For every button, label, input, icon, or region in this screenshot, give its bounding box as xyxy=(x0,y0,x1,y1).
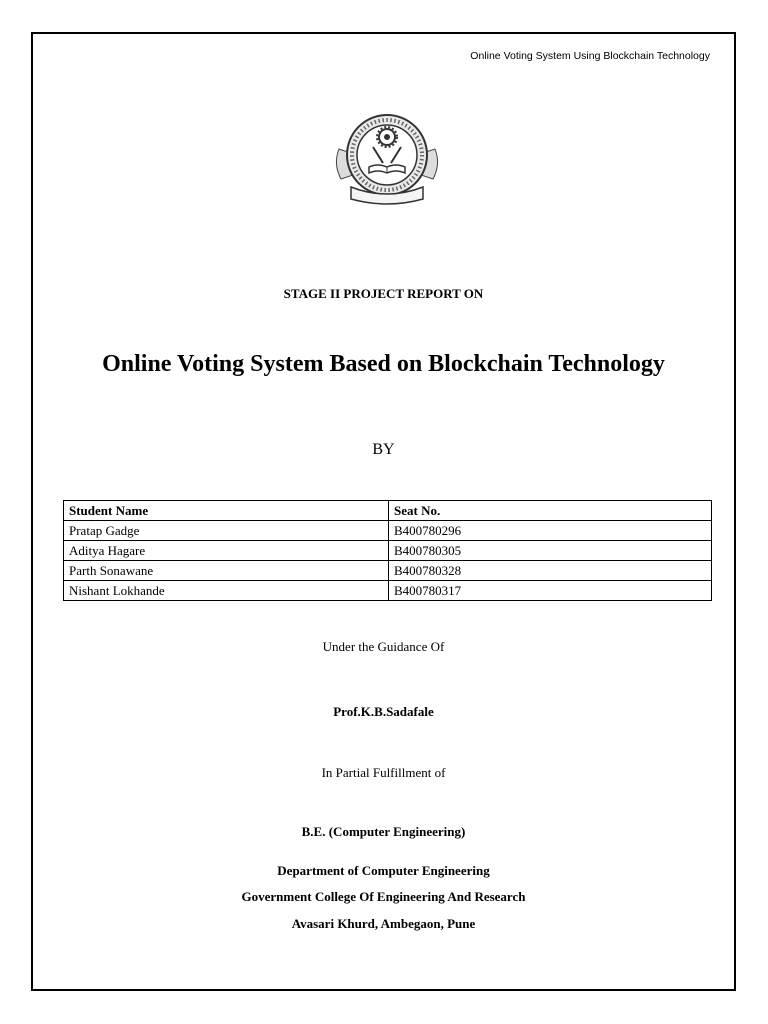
guide-name: Prof.K.B.Sadafale xyxy=(333,704,434,719)
report-stage-heading: STAGE II PROJECT REPORT ON xyxy=(283,286,484,301)
fulfillment-label: In Partial Fulfillment of xyxy=(321,765,446,780)
table-row xyxy=(64,561,712,581)
column-header-student-name: Student Name xyxy=(64,501,389,521)
student-name-cell: Parth Sonawane xyxy=(64,561,389,581)
column-header-seat-no: Seat No. xyxy=(389,501,712,521)
page-border xyxy=(31,32,736,991)
seat-no-cell: B400780317 xyxy=(389,581,712,601)
running-header: Online Voting System Using Blockchain Technology xyxy=(470,50,710,62)
students-table xyxy=(63,500,712,601)
table-row xyxy=(64,521,712,541)
student-name-cell: Pratap Gadge xyxy=(64,521,389,541)
degree-name: B.E. (Computer Engineering) xyxy=(301,824,466,839)
student-name-cell: Aditya Hagare xyxy=(64,541,389,561)
college-emblem-logo xyxy=(331,109,443,209)
department-name: Department of Computer Engineering xyxy=(277,863,490,878)
student-name-cell: Nishant Lokhande xyxy=(64,581,389,601)
by-label: BY xyxy=(372,441,395,458)
report-title: Online Voting System Based on Blockchain Technology xyxy=(102,351,665,377)
college-address: Avasari Khurd, Ambegaon, Pune xyxy=(291,916,476,931)
seat-no-cell: B400780305 xyxy=(389,541,712,561)
college-name: Government College Of Engineering And Research xyxy=(241,889,526,904)
table-row xyxy=(64,541,712,561)
seat-no-cell: B400780328 xyxy=(389,561,712,581)
guidance-label: Under the Guidance Of xyxy=(322,639,445,654)
table-row xyxy=(64,581,712,601)
seat-no-cell: B400780296 xyxy=(389,521,712,541)
table-header-row xyxy=(64,501,712,521)
